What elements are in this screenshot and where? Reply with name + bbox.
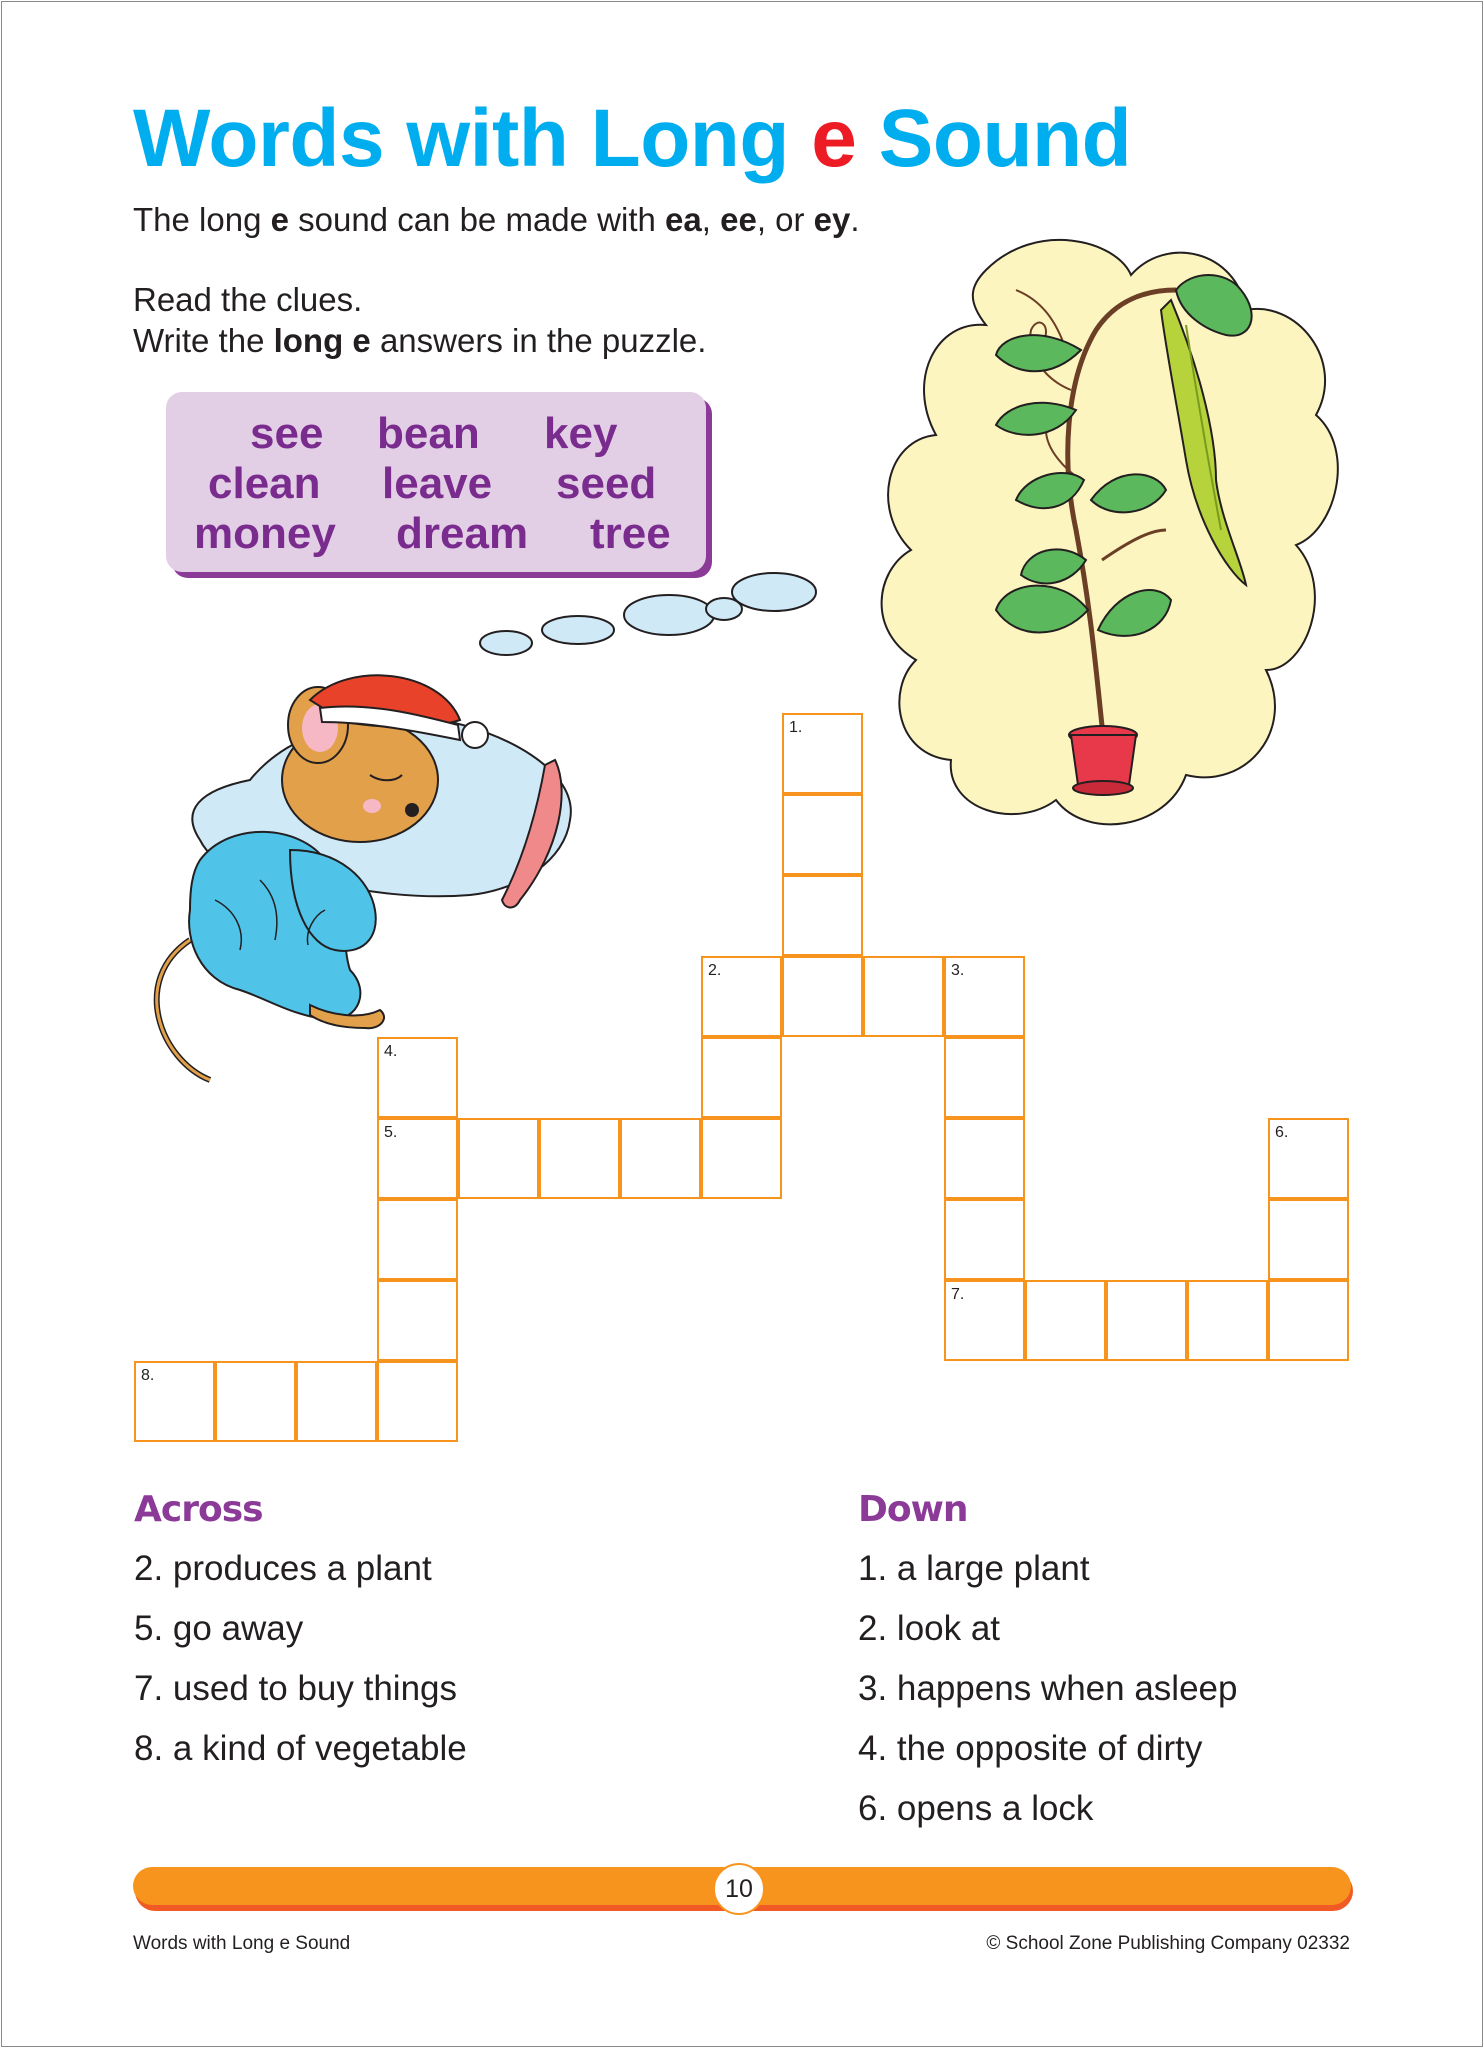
crossword-cell[interactable] [782, 875, 863, 956]
instruction-line-1: Read the clues. [133, 281, 363, 318]
clue-number: 4. [384, 1043, 398, 1060]
instruction-line-2: Write the long e answers in the puzzle. [133, 322, 707, 359]
crossword-cell[interactable] [863, 956, 944, 1037]
crossword-cell[interactable] [782, 956, 863, 1037]
title-accent-letter: e [811, 93, 857, 184]
intro-text: The long e sound can be made with ea, ee, or ey. [133, 201, 860, 238]
across-clue: 7. used to buy things [134, 1669, 457, 1708]
crossword-cell[interactable] [701, 1118, 782, 1199]
crossword-cell[interactable] [782, 794, 863, 875]
down-heading: Down [858, 1489, 968, 1530]
crossword-cell[interactable] [377, 1361, 458, 1442]
crossword-cell[interactable] [620, 1118, 701, 1199]
clue-number: 8. [141, 1367, 155, 1384]
bean-plant-dream-illustration [866, 230, 1356, 840]
word-bank-word: clean [208, 459, 321, 508]
crossword-cell[interactable] [377, 1280, 458, 1361]
down-clue: 3. happens when asleep [858, 1669, 1238, 1708]
clue-number: 5. [384, 1124, 398, 1141]
crossword-cell[interactable] [701, 1037, 782, 1118]
footer-right-text: © School Zone Publishing Company 02332 [986, 1933, 1350, 1954]
word-bank-word: see [250, 409, 324, 458]
down-clue: 4. the opposite of dirty [858, 1729, 1203, 1768]
crossword-cell[interactable] [944, 1037, 1025, 1118]
clue-number: 3. [951, 962, 965, 979]
down-clue: 1. a large plant [858, 1549, 1090, 1588]
crossword-cell[interactable] [1268, 1280, 1349, 1361]
crossword-cell[interactable] [944, 1199, 1025, 1280]
crossword-cell[interactable] [1187, 1280, 1268, 1361]
page-title: Words with Long e Sound [133, 93, 1132, 184]
crossword-cell[interactable] [377, 1199, 458, 1280]
word-bank-word: dream [396, 509, 529, 558]
word-bank-word: money [194, 509, 336, 558]
crossword-cell[interactable] [215, 1361, 296, 1442]
crossword-cell[interactable] [944, 1118, 1025, 1199]
word-bank-word: tree [590, 509, 671, 558]
crossword-cell[interactable] [1268, 1199, 1349, 1280]
clue-number: 7. [951, 1286, 965, 1303]
crossword-cell[interactable] [296, 1361, 377, 1442]
across-heading: Across [134, 1489, 263, 1530]
clue-number: 2. [708, 962, 722, 979]
footer-left-text: Words with Long e Sound [133, 1933, 351, 1954]
page-number: 10 [713, 1863, 765, 1915]
clue-number: 6. [1275, 1124, 1289, 1141]
word-bank-word: seed [556, 459, 657, 508]
crossword-cell[interactable] [1025, 1280, 1106, 1361]
crossword-cell[interactable] [458, 1118, 539, 1199]
crossword-cell[interactable] [539, 1118, 620, 1199]
mouse-sleeping-illustration [140, 610, 620, 1090]
crossword-cell[interactable] [1106, 1280, 1187, 1361]
down-clue: 2. look at [858, 1609, 1001, 1648]
clue-number: 1. [789, 719, 803, 736]
word-bank-word: leave [382, 459, 493, 508]
word-bank-word: bean [377, 409, 480, 458]
across-clue: 2. produces a plant [134, 1549, 432, 1588]
across-clue: 5. go away [134, 1609, 304, 1648]
word-bank-word: key [544, 409, 618, 458]
word-bank [166, 392, 706, 572]
across-clue: 8. a kind of vegetable [134, 1729, 467, 1768]
down-clue: 6. opens a lock [858, 1789, 1094, 1828]
